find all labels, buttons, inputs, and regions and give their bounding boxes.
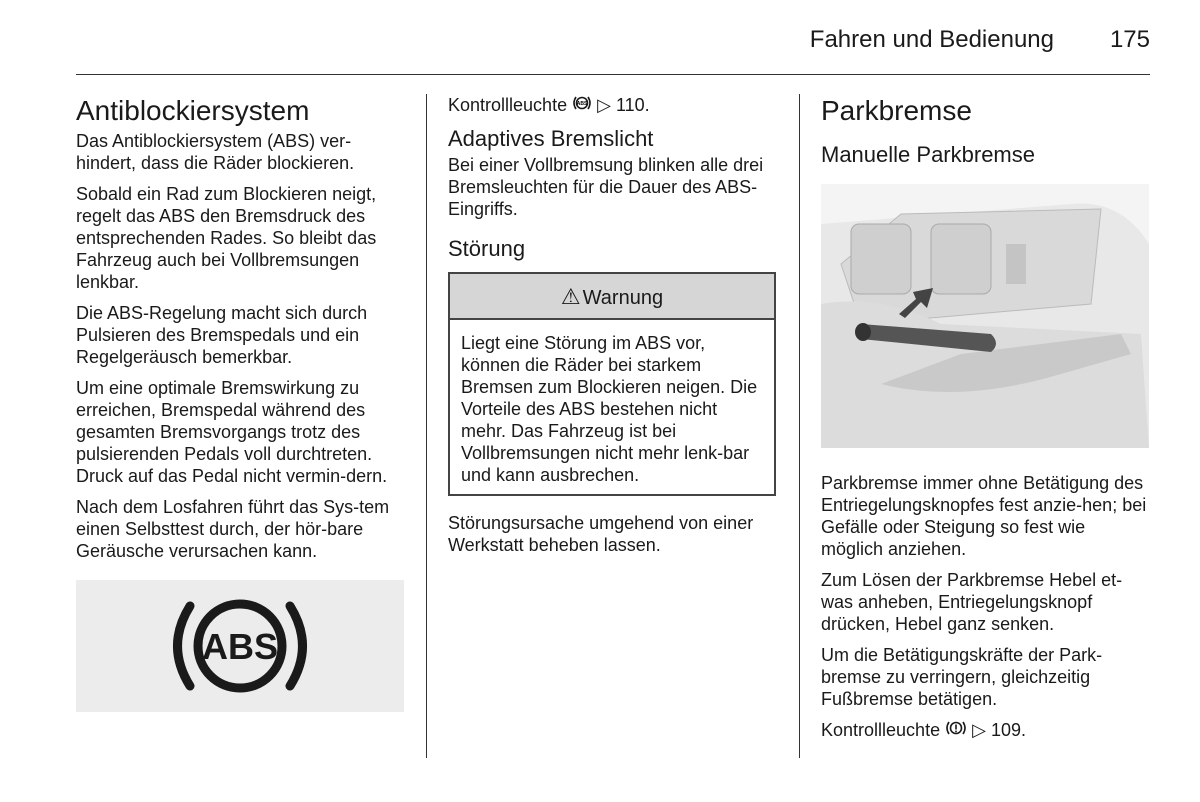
paragraph: Zum Lösen der Parkbremse Hebel et-was anheben, Entriegelungsknopf drücken, Hebel ganz senken. xyxy=(821,570,1123,634)
warning-box xyxy=(448,272,776,496)
kontroll-label: Kontrollleuchte xyxy=(821,720,941,740)
abs-warning-icon xyxy=(160,586,320,706)
subheading-manuelle-parkbremse: Manuelle Parkbremse xyxy=(821,142,1035,167)
paragraph: Störungsursache umgehend von einer Werkstatt beheben lassen. xyxy=(448,513,754,555)
warning-triangle-icon: ⚠ xyxy=(560,284,581,309)
parking-brake-warning-icon xyxy=(945,719,967,741)
column-abs xyxy=(76,94,406,712)
abs-warning-icon xyxy=(572,94,592,116)
section-heading-abs: Antiblockiersystem xyxy=(76,95,310,126)
arrow-ref-icon: ▷ xyxy=(972,720,986,740)
paragraph: Um die Betätigungskräfte der Park-bremse zu verringern, gleichzeitig Fußbremse betätigen. xyxy=(821,645,1103,709)
paragraph: Nach dem Losfahren führt das Sys-tem einen Selbsttest durch, der hör-bare Geräusche verursachen kann. xyxy=(76,497,390,561)
paragraph: Um eine optimale Bremswirkung zu erreichen, Bremspedal während des gesamten Bremsvorgangs trotz des pulsierenden Pedals voll durchtreten. Druck auf das Pedal nicht vermin-dern. xyxy=(76,378,388,486)
page-reference: 109. xyxy=(990,720,1027,740)
warning-header xyxy=(450,274,774,320)
header-divider xyxy=(76,74,1150,75)
paragraph: Bei einer Vollbremsung blinken alle drei Bremsleuchten für die Dauer des ABS-Eingriffs. xyxy=(448,155,764,219)
kontroll-label: Kontrollleuchte xyxy=(448,95,568,115)
paragraph: Die ABS-Regelung macht sich durch Pulsieren des Bremspedals und ein Regelgeräusch bemerkbar. xyxy=(76,303,368,367)
page-reference: 110. xyxy=(615,95,650,115)
page-number: 175 xyxy=(1109,26,1150,53)
kontrollleuchte-reference xyxy=(448,94,778,116)
abs-symbol-text: ABS xyxy=(201,626,279,667)
column-abs-continued xyxy=(448,94,778,565)
paragraph: Das Antiblockiersystem (ABS) ver-hindert, dass die Räder blockieren. xyxy=(76,131,355,173)
column-divider xyxy=(799,94,800,758)
section-heading-parkbremse: Parkbremse xyxy=(821,95,972,126)
arrow-ref-icon: ▷ xyxy=(597,95,611,115)
chapter-title: Fahren und Bedienung xyxy=(809,26,1054,53)
section-heading-stoerung: Störung xyxy=(448,236,526,261)
section-heading-bremslicht: Adaptives Bremslicht xyxy=(448,126,654,151)
kontrollleuchte-reference xyxy=(821,719,1151,741)
warning-title: Warnung xyxy=(582,287,664,309)
parking-brake-figure xyxy=(821,184,1149,448)
warning-text: Liegt eine Störung im ABS vor, können die Räder bei starkem Bremsen zum Blockieren neigen. Die Vorteile des ABS bestehen nicht mehr. Das Fahrzeug ist bei Vollbremsungen nicht mehr lenk-bar und kann ausbrechen. xyxy=(461,333,758,485)
paragraph: Parkbremse immer ohne Betätigung des Entriegelungsknopfes fest anzie-hen; bei Gefälle oder Steigung so fest wie möglich anziehen. xyxy=(821,473,1147,559)
paragraph: Sobald ein Rad zum Blockieren neigt, regelt das ABS den Bremsdruck des entsprechenden Rades. So bleibt das Fahrzeug auch bei Vollbremsungen lenkbar. xyxy=(76,184,377,292)
column-divider xyxy=(426,94,427,758)
warning-body xyxy=(450,320,774,494)
parking-brake-lever-image xyxy=(821,184,1149,448)
column-parkbremse xyxy=(821,94,1151,750)
abs-symbol-figure xyxy=(76,580,404,712)
svg-text:ABS: ABS xyxy=(576,101,588,107)
page-header xyxy=(76,22,1150,62)
